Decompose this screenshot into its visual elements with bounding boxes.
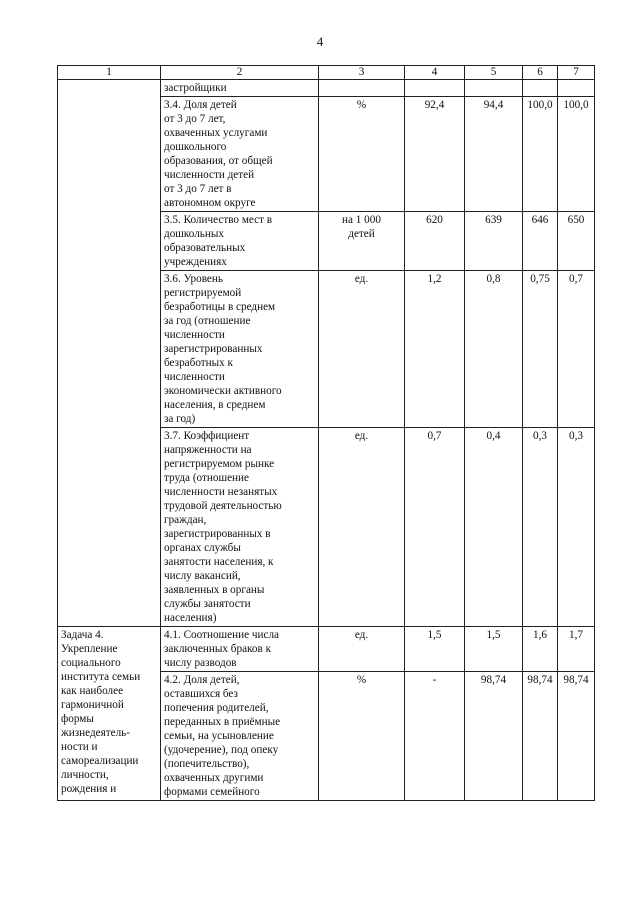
- value-cell: 98,74: [558, 672, 595, 801]
- value-cell: 0,7: [405, 428, 465, 627]
- value-cell: 100,0: [523, 97, 558, 212]
- task-cell: [58, 80, 161, 627]
- header-cell: 3: [319, 66, 405, 80]
- value-cell: 0,8: [465, 271, 523, 428]
- value-cell: -: [405, 672, 465, 801]
- value-cell: 1,5: [465, 627, 523, 672]
- value-cell: 98,74: [523, 672, 558, 801]
- indicator-cell: 4.2. Доля детей, оставшихся без попечения родителей, переданных в приёмные семьи, на усыновление (удочерение), под опеку (попечительство), охваченных другими формами семейного: [161, 672, 319, 801]
- table-header-row: [58, 66, 595, 80]
- value-cell: 1,2: [405, 271, 465, 428]
- header-cell: 7: [558, 66, 595, 80]
- value-cell: [523, 80, 558, 97]
- header-cell: 6: [523, 66, 558, 80]
- indicator-cell: 3.5. Количество мест в дошкольных образовательных учреждениях: [161, 212, 319, 271]
- value-cell: 0,7: [558, 271, 595, 428]
- value-cell: 92,4: [405, 97, 465, 212]
- value-cell: [465, 80, 523, 97]
- unit-cell: [319, 80, 405, 97]
- table-row: [58, 80, 595, 97]
- value-cell: 100,0: [558, 97, 595, 212]
- value-cell: 1,6: [523, 627, 558, 672]
- value-cell: 639: [465, 212, 523, 271]
- indicator-cell: 3.6. Уровень регистрируемой безработицы в среднем за год (отношение численности зарегистрированных безработных к численности экономически активного населения, в среднем за год): [161, 271, 319, 428]
- header-cell: 4: [405, 66, 465, 80]
- table-row: [58, 627, 595, 672]
- indicator-cell: 3.4. Доля детей от 3 до 7 лет, охваченных услугами дошкольного образования, от общей численности детей от 3 до 7 лет в автономном округе: [161, 97, 319, 212]
- value-cell: [405, 80, 465, 97]
- indicator-cell: 3.7. Коэффициент напряженности на регистрируемом рынке труда (отношение численности незанятых трудовой деятельностью граждан, зарегистрированных в органах службы занятости населения, к числу вакансий, заявленных в органы службы занятости населения): [161, 428, 319, 627]
- value-cell: 0,75: [523, 271, 558, 428]
- unit-cell: %: [319, 672, 405, 801]
- indicators-table: [57, 65, 595, 801]
- value-cell: 1,7: [558, 627, 595, 672]
- task-cell: Задача 4. Укрепление социального института семьи как наиболее гармоничной формы жизнедеятель- ности и самореализации личности, рождения и: [58, 627, 161, 801]
- value-cell: [558, 80, 595, 97]
- header-cell: 2: [161, 66, 319, 80]
- unit-cell: на 1 000 детей: [319, 212, 405, 271]
- value-cell: 98,74: [465, 672, 523, 801]
- value-cell: 1,5: [405, 627, 465, 672]
- unit-cell: %: [319, 97, 405, 212]
- header-cell: 5: [465, 66, 523, 80]
- unit-cell: ед.: [319, 428, 405, 627]
- value-cell: 0,3: [558, 428, 595, 627]
- unit-cell: ед.: [319, 271, 405, 428]
- value-cell: 0,4: [465, 428, 523, 627]
- indicator-cell: застройщики: [161, 80, 319, 97]
- value-cell: 620: [405, 212, 465, 271]
- value-cell: 650: [558, 212, 595, 271]
- header-cell: 1: [58, 66, 161, 80]
- value-cell: 0,3: [523, 428, 558, 627]
- value-cell: 94,4: [465, 97, 523, 212]
- unit-cell: ед.: [319, 627, 405, 672]
- page-number: 4: [316, 34, 324, 49]
- indicator-cell: 4.1. Соотношение числа заключенных браков к числу разводов: [161, 627, 319, 672]
- value-cell: 646: [523, 212, 558, 271]
